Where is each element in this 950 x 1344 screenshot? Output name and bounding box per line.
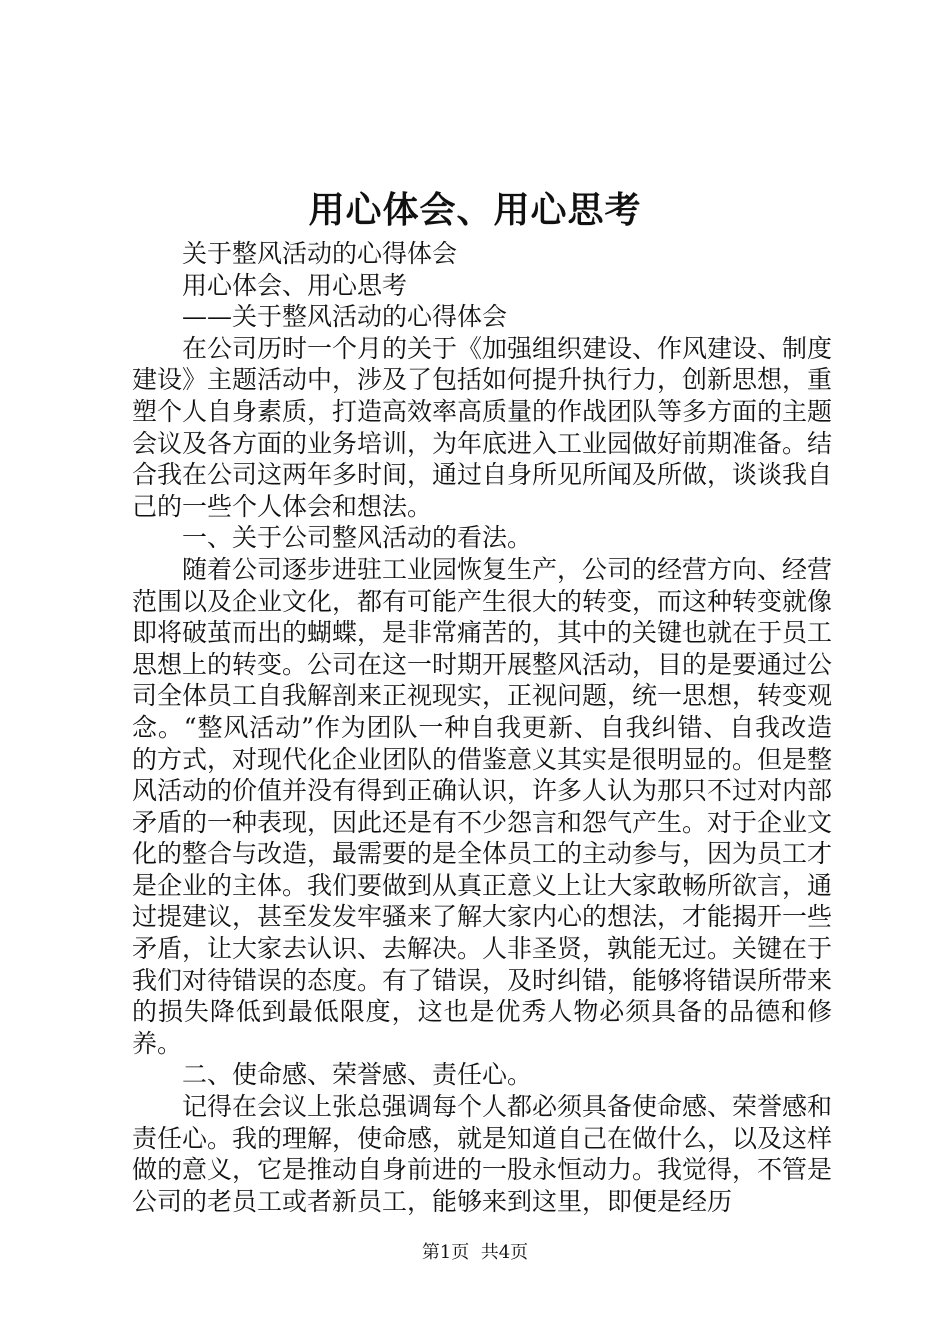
document-title: 用心体会、用心思考 [308,189,642,231]
body-paragraph: 随着公司逐步进驻工业园恢复生产，公司的经营方向、经营范围以及企业文化，都有可能产生很大的转变，而这种转变就像即将破茧而出的蝴蝶，是非常痛苦的，其中的关键也就在于员工思想上的转变。公司在这一时期开展整风活动，目的是要通过公司全体员工自我解剖来正视现实，正视问题，统一思想，转变观念。“整风活动”作为团队一种自我更新、自我纠错、自我改造的方式，对现代化企业团队的借鉴意义其实是很明显的。但是整风活动的价值并没有得到正确认识，许多人认为那只不过对内部矛盾的一种表现，因此还是有不少怨言和怨气产生。对于企业文化的整合与改造，最需要的是全体员工的主动参与，因为员工才是企业的主体。我们要做到从真正意义上让大家敢畅所欲言，通过提建议，甚至发发牢骚来了解大家内心的想法，才能揭开一些矛盾，让大家去认识、去解决。人非圣贤，孰能无过。关键在于我们对待错误的态度。有了错误，及时纠错，能够将错误所带来的损失降低到最低限度，这也是优秀人物必须具备的品德和修养。 [132,554,833,1058]
page-total: 共4页 [480,1242,529,1263]
subtitle-line: 用心体会、用心思考 [182,270,408,300]
page-footer [0,1241,950,1265]
section-heading: 一、关于公司整风活动的看法。 [182,523,533,553]
subtitle-line: 关于整风活动的心得体会 [182,239,458,268]
subtitle-line: ——关于整风活动的心得体会 [182,302,508,332]
page-number: 第1页 [421,1242,470,1263]
body-paragraph: 在公司历时一个月的关于《加强组织建设、作风建设、制度建设》主题活动中，涉及了包括如何提升执行力，创新思想，重塑个人自身素质，打造高效率高质量的作战团队等多方面的主题会议及各方面的业务培训，为年底进入工业园做好前期准备。结合我在公司这两年多时间，通过自身所见所闻及所做，谈谈我自己的一些个人体会和想法。 [132,333,833,521]
body-paragraph: 记得在会议上张总强调每个人都必须具备使命感、荣誉感和责任心。我的理解，使命感，就是知道自己在做什么，以及这样做的意义，它是推动自身前进的一股永恒动力。我觉得，不管是公司的老员工或者新员工，能够来到这里，即便是经历 [132,1092,833,1216]
section-heading: 二、使命感、荣誉感、责任心。 [182,1060,533,1090]
document-body [132,238,832,1217]
